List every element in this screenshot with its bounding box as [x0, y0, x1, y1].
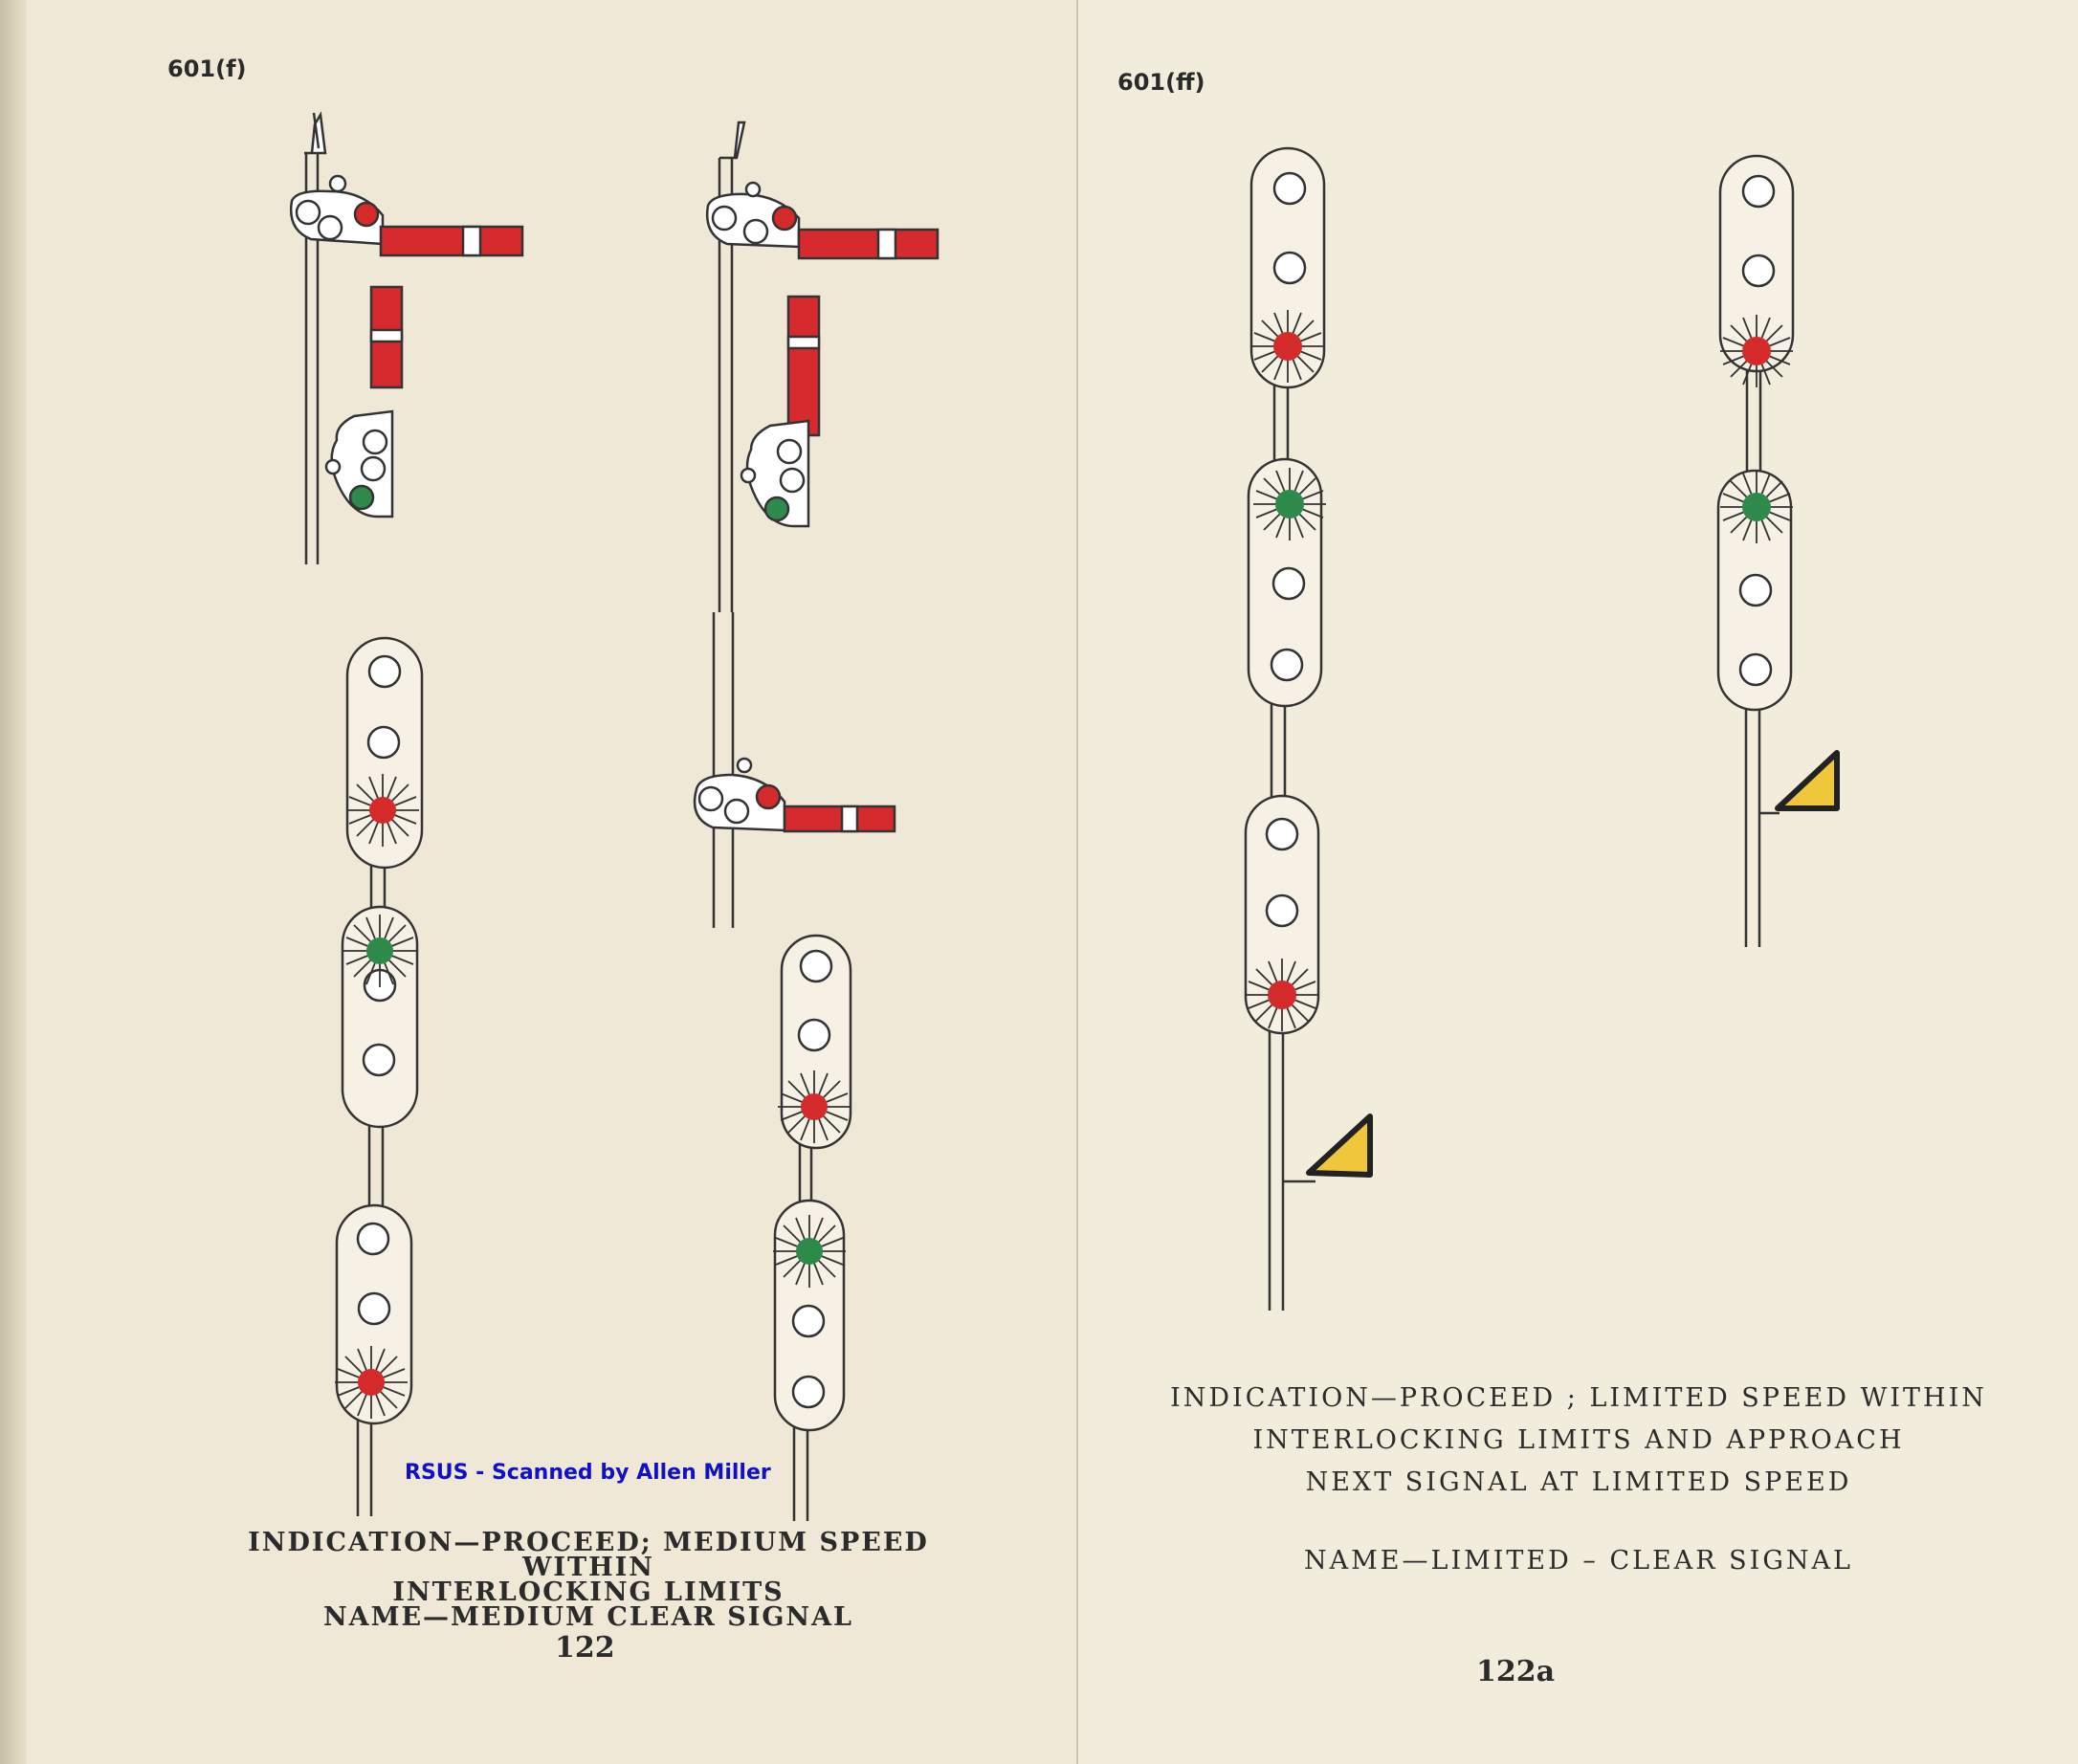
left-caption [191, 1528, 985, 1632]
left-indication-line1: INDICATION—PROCEED; MEDIUM SPEED WITHIN [248, 1528, 929, 1582]
left-signal-middle-green-aspect [366, 937, 393, 964]
right-indication-line3: NEXT SIGNAL AT LIMITED SPEED [1305, 1467, 1852, 1497]
right-signal-top-red-aspect [801, 1093, 828, 1120]
left-signal-bottom-red-aspect [358, 1369, 385, 1396]
right-signal-lower-green-aspect [796, 1238, 823, 1265]
left-name-line: NAME—MEDIUM CLEAR SIGNAL [322, 1602, 854, 1632]
semaphore-1-red-lens [355, 203, 378, 226]
semaphore-2-lower-red-lens [757, 785, 780, 808]
number-plate-triangle-2 [1778, 753, 1837, 808]
semaphore-signal-1 [291, 113, 522, 564]
right-page-2head-lower-green-aspect [1742, 493, 1771, 521]
left-indication-line2: INTERLOCKING LIMITS [392, 1577, 785, 1607]
number-plate-triangle-1 [1309, 1116, 1370, 1175]
semaphore-signal-2 [695, 122, 938, 928]
right-page-2head-top-red-aspect [1742, 337, 1771, 365]
right-indication-line1: INDICATION—PROCEED ; LIMITED SPEED WITHIN [1170, 1383, 1987, 1413]
left-page-number: 122 [555, 1631, 615, 1665]
right-indication-line2: INTERLOCKING LIMITS AND APPROACH [1252, 1425, 1905, 1455]
right-caption [1100, 1378, 2057, 1504]
semaphore-2-upper-red-lens [773, 207, 796, 230]
left-signal-top-red-aspect [369, 797, 396, 824]
right-page-3head-top-red-aspect [1273, 332, 1302, 361]
right-page-3head-bottom-red-aspect [1268, 981, 1296, 1009]
semaphore-2-green-lens [765, 497, 788, 520]
right-figure-ref: 601(ff) [1117, 69, 1205, 96]
right-name-line: NAME—LIMITED – CLEAR SIGNAL [1304, 1546, 1853, 1576]
color-light-signal-2head [1718, 156, 1793, 947]
right-page-number: 122a [1476, 1655, 1556, 1688]
scan-credit: RSUS - Scanned by Allen Miller [405, 1461, 771, 1485]
left-figure-ref: 601(f) [167, 55, 247, 82]
right-page-3head-middle-green-aspect [1275, 490, 1304, 518]
semaphore-1-green-lens [350, 486, 373, 509]
